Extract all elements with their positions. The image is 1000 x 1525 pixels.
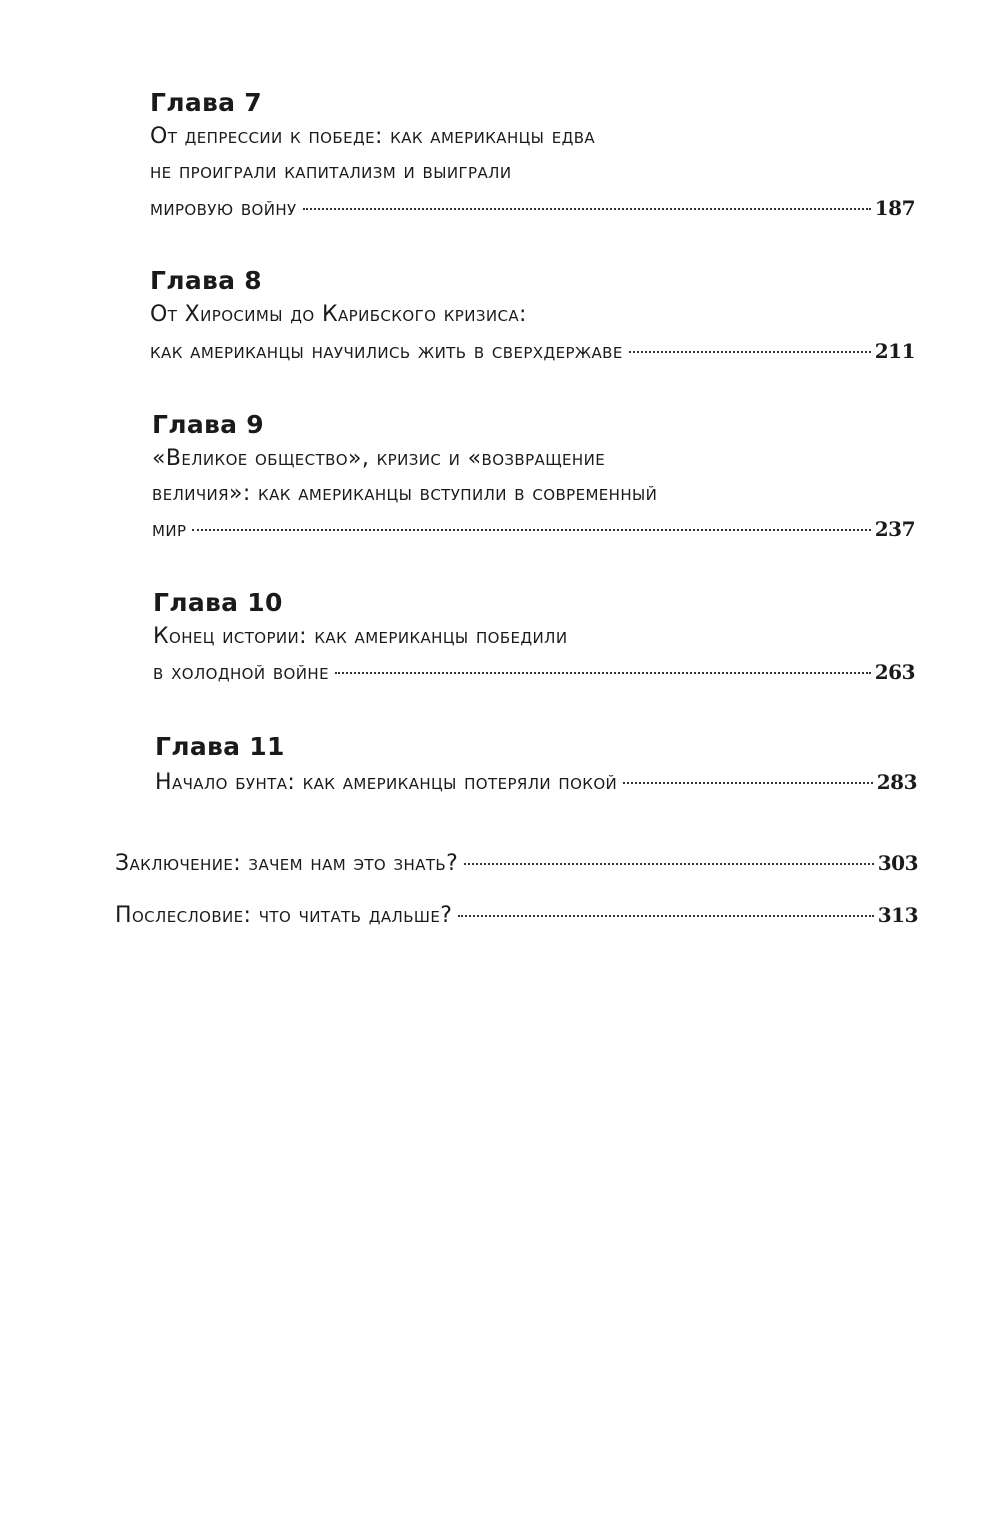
page-number: 187 bbox=[874, 196, 915, 220]
toc-entry-line[interactable] bbox=[150, 336, 915, 367]
dot-leader bbox=[192, 529, 870, 531]
chapter-title-line: как американцы научились жить в сверхдержаве bbox=[150, 339, 623, 364]
dot-leader bbox=[335, 672, 871, 674]
toc-entry-line[interactable] bbox=[155, 767, 917, 798]
chapter-title-line: От депрессии к победе: как американцы едва bbox=[150, 124, 596, 149]
toc-entry-afterword[interactable] bbox=[115, 900, 918, 931]
entry-title: Заключение: зачем нам это знать? bbox=[115, 851, 459, 876]
chapter-label: Глава 9 bbox=[152, 410, 264, 439]
chapter-label: Глава 10 bbox=[153, 588, 283, 617]
chapter-title-line: мировую войну bbox=[150, 196, 297, 221]
toc-entry-line[interactable] bbox=[150, 193, 915, 224]
toc-entry-conclusion[interactable] bbox=[115, 848, 918, 879]
chapter-label: Глава 11 bbox=[155, 732, 285, 761]
page-number: 237 bbox=[874, 517, 915, 541]
toc-entry-line[interactable] bbox=[153, 657, 915, 688]
page-number: 263 bbox=[874, 660, 915, 684]
chapter-title-line: Начало бунта: как американцы потеряли покой bbox=[155, 770, 618, 795]
page-number: 303 bbox=[877, 851, 918, 875]
chapter-title-line: не проиграли капитализм и выиграли bbox=[150, 159, 512, 184]
chapter-title-line: От Хиросимы до Карибского кризиса: bbox=[150, 302, 527, 327]
chapter-title-line: Конец истории: как американцы победили bbox=[153, 624, 568, 649]
page-number: 211 bbox=[874, 339, 915, 363]
entry-title: Послесловие: что читать дальше? bbox=[115, 903, 453, 928]
dot-leader bbox=[458, 915, 873, 917]
page-number: 283 bbox=[876, 770, 917, 794]
dot-leader bbox=[629, 351, 871, 353]
chapter-title-line: величия»: как американцы вступили в современный bbox=[152, 481, 658, 506]
chapter-title-line: «Великое общество», кризис и «возвращение bbox=[152, 446, 606, 471]
dot-leader bbox=[464, 863, 874, 865]
chapter-title-line: мир bbox=[152, 517, 187, 542]
chapter-label: Глава 8 bbox=[150, 266, 262, 295]
chapter-label: Глава 7 bbox=[150, 88, 262, 117]
dot-leader bbox=[623, 782, 873, 784]
toc-entry-line[interactable] bbox=[152, 514, 915, 545]
dot-leader bbox=[303, 208, 871, 210]
page-number: 313 bbox=[877, 903, 918, 927]
chapter-title-line: в холодной войне bbox=[153, 660, 329, 685]
